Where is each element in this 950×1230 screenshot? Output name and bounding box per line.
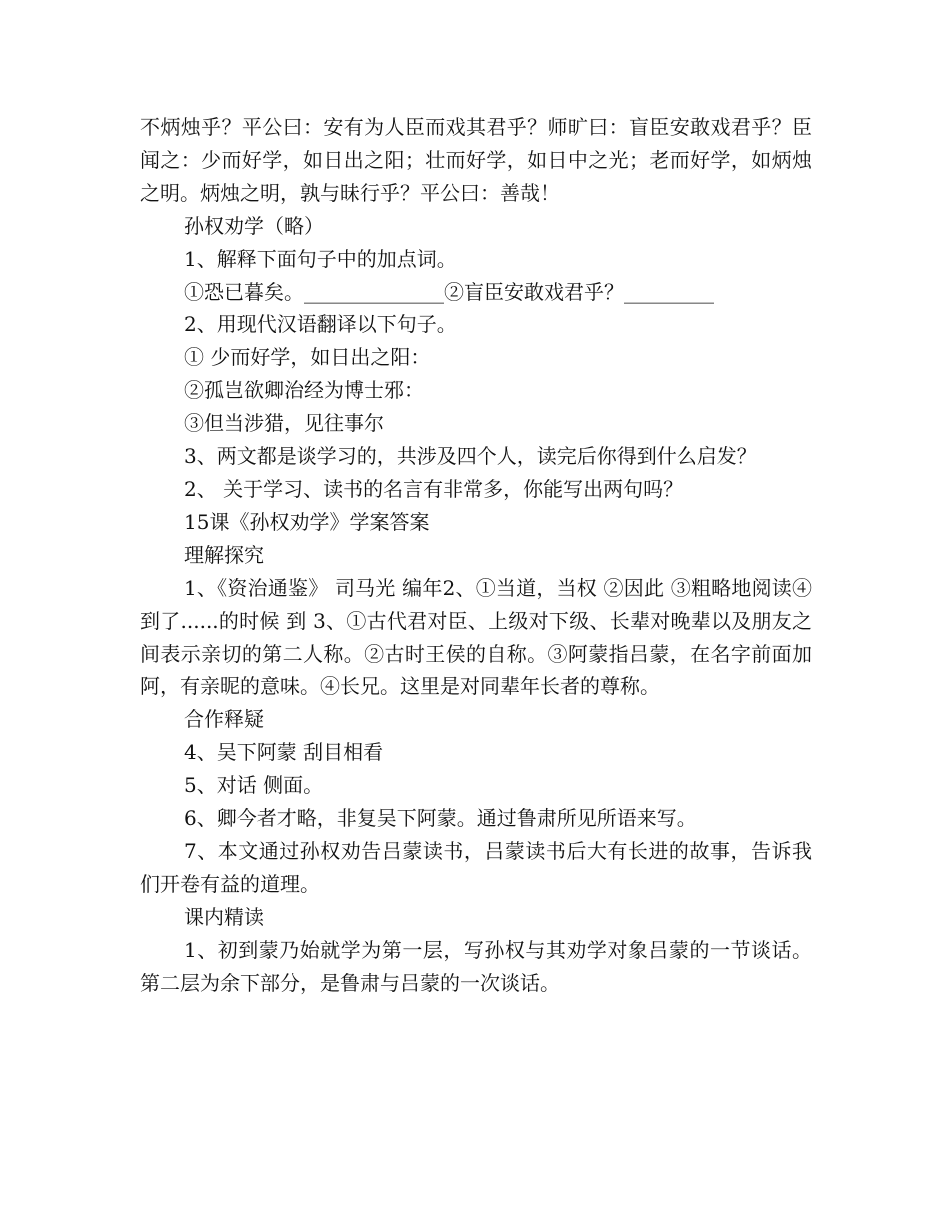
answer-5: 5、对话 侧面。 <box>184 773 324 798</box>
answer-6: 6、卿今者才略，非复吴下阿蒙。通过鲁肃所见所语来写。 <box>184 806 697 831</box>
question-3: 3、两文都是谈学习的，共涉及四个人，读完后你得到什么启发？ <box>184 444 757 469</box>
document-body <box>140 111 812 999</box>
answer-close-reading-1: 1、初到蒙乃始就学为第一层，写孙权与其劝学对象吕蒙的一节谈话。第二层为余下部分，是鲁肃与吕蒙的一次谈话。 <box>140 937 812 995</box>
question-2-item-2: ②孤岂欲卿治经为博士邪： <box>184 378 424 403</box>
question-1: 1、解释下面句子中的加点词。 <box>184 246 457 271</box>
answer-4: 4、吴下阿蒙 刮目相看 <box>184 740 384 765</box>
section-heading-cooperation: 合作释疑 <box>184 707 264 732</box>
section-title-sunquan: 孙权劝学（略） <box>184 213 324 238</box>
question-1-items: ①恐已暮矣。______________②盲臣安敢戏君乎？_________ <box>184 279 714 304</box>
section-heading-understanding: 理解探究 <box>184 542 264 567</box>
answer-understanding: 1、《资治通鉴》 司马光 编年2、①当道，当权 ②因此 ③粗略地阅读④到了......的时候 到 3、①古代君对臣、上级对下级、长辈对晚辈以及朋友之间表示亲切的第二人称。②古时王侯的自称。③阿蒙指吕蒙，在名字前面加阿，有亲昵的意味。④长兄。这里是对同辈年长者的尊称。 <box>140 575 812 699</box>
answer-7: 7、本文通过孙权劝告吕蒙读书，吕蒙读书后大有长进的故事，告诉我们开卷有益的道理。 <box>140 838 812 896</box>
question-2-item-3: ③但当涉猎，见往事尔 <box>184 411 384 436</box>
question-2: 2、用现代汉语翻译以下句子。 <box>184 312 457 337</box>
answer-key-title: 15课《孙权劝学》学案答案 <box>184 509 430 534</box>
section-heading-close-reading: 课内精读 <box>184 904 264 929</box>
question-4: 2、 关于学习、读书的名言有非常多，你能写出两句吗？ <box>184 476 684 501</box>
question-2-item-1: ① 少而好学，如日出之阳： <box>184 345 431 370</box>
paragraph-anecdote-end: 不炳烛乎？平公曰：安有为人臣而戏其君乎？师旷曰：盲臣安敢戏君乎？臣闻之：少而好学，如日出之阳；壮而好学，如日中之光；老而好学，如炳烛之明。炳烛之明，孰与昧行乎？平公曰：善哉！ <box>140 115 812 205</box>
